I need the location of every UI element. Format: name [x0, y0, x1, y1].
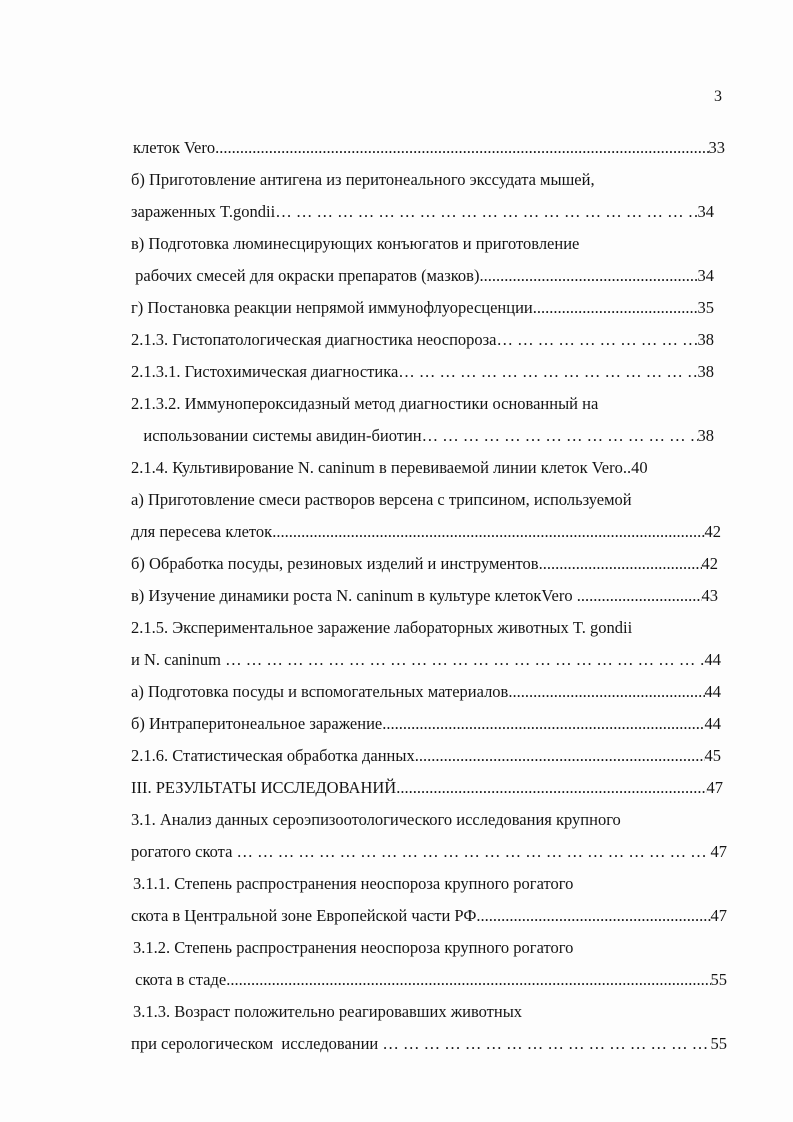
- toc-entry: [131, 554, 718, 574]
- toc-entry-title: б) Интраперитонеальное заражение: [131, 714, 383, 733]
- toc-entry-title: а) Приготовление смеси растворов версена с трипсином, используемой: [131, 490, 632, 509]
- toc-entry-page: 42: [704, 522, 721, 541]
- toc-entry: [131, 810, 621, 830]
- toc-entry-page: 44: [704, 682, 721, 701]
- toc-entry-page: 47: [710, 906, 727, 925]
- toc-entry-title: 3.1.3. Возраст положительно реагировавших животных: [133, 1002, 523, 1021]
- toc-entry-title: III. РЕЗУЛЬТАТЫ ИССЛЕДОВАНИЙ: [131, 778, 397, 797]
- toc-entry: [131, 170, 595, 190]
- toc-entry-page: 45: [704, 746, 721, 765]
- toc-entry-page: 44: [704, 650, 721, 669]
- toc-entry-title: б) Приготовление антигена из перитонеального экссудата мышей,: [131, 170, 595, 189]
- toc-entry-title: рабочих смесей для окраски препаратов (мазков): [131, 266, 480, 285]
- toc-entry-title: 2.1.5. Экспериментальное заражение лабораторных животных T. gondii: [131, 618, 633, 637]
- toc-entry: [131, 714, 721, 734]
- toc-leader: [215, 138, 708, 158]
- toc-entry-title: в) Подготовка люминесцирующих конъюгатов и приготовление: [131, 234, 580, 253]
- toc-entry-page: 42: [701, 554, 718, 573]
- toc-leader: [415, 746, 705, 766]
- toc-leader: [226, 970, 710, 990]
- toc-entry: [131, 202, 714, 222]
- toc-entry: [131, 362, 714, 382]
- toc-entry: [131, 618, 632, 638]
- toc-entry-title: зараженных T.gondii: [131, 202, 276, 221]
- toc-entry: [131, 234, 579, 254]
- toc-entry-page: 34: [697, 202, 714, 221]
- toc-leader: [272, 522, 704, 542]
- toc-entry: [131, 522, 721, 542]
- toc-entry: [131, 746, 721, 766]
- toc-entry-title: клеток Vero: [133, 138, 216, 157]
- toc-entry: [133, 938, 573, 958]
- toc-leader: [479, 266, 697, 286]
- toc-entry-page: 38: [697, 426, 714, 445]
- toc-entry-title: при серологическом исследовании: [131, 1034, 383, 1053]
- toc-entry-title: скота в стаде: [131, 970, 227, 989]
- toc-entry: [131, 778, 723, 798]
- toc-entry-page: 47: [710, 842, 727, 861]
- toc-entry-title: и N. caninum: [131, 650, 226, 669]
- toc-entry: [131, 458, 648, 478]
- toc-entry: [133, 1002, 522, 1022]
- toc-entry-page: 38: [697, 330, 714, 349]
- toc-entry-title: 3.1. Анализ данных сероэпизоотологического исследования крупного: [131, 810, 621, 829]
- toc-entry-title: 3.1.2. Степень распространения неоспороза крупного рогатого: [133, 938, 574, 957]
- toc-entry: [131, 330, 714, 350]
- toc-entry-page: 35: [697, 298, 714, 317]
- toc-entry-page: 34: [697, 266, 714, 285]
- toc-leader: [382, 714, 704, 734]
- toc-leader: [396, 778, 706, 798]
- toc-entry: [133, 138, 725, 158]
- toc-leader: [533, 298, 698, 318]
- toc-entry: [131, 426, 714, 446]
- toc-entry-title: скота в Центральной зоне Европейской части РФ: [131, 906, 477, 925]
- toc-entry: [131, 906, 727, 926]
- toc-entry-title: 2.1.3.1. Гистохимическая диагностика: [131, 362, 399, 381]
- toc-leader: [476, 906, 710, 926]
- toc-entry-title: 2.1.3.2. Иммунопероксидазный метод диагностики основанный на: [131, 394, 599, 413]
- toc-entry-title: г) Постановка реакции непрямой иммунофлуоресценции: [131, 298, 533, 317]
- page-number: 3: [714, 88, 722, 105]
- toc-entry: [131, 650, 721, 670]
- toc-entry-title: 2.1.6. Статистическая обработка данных: [131, 746, 415, 765]
- toc-leader: [497, 330, 698, 350]
- toc-leader: [577, 586, 702, 606]
- toc-entry-title: использовании системы авидин-биотин: [131, 426, 422, 445]
- toc-entry-page: 33: [708, 138, 725, 157]
- toc-entry: [131, 298, 714, 318]
- toc-entry-page: 55: [710, 1034, 727, 1053]
- toc-entry-page: 47: [706, 778, 723, 797]
- toc-entry-title: 2.1.4. Культивирование N. caninum в перевиваемой линии клеток Vero..: [131, 458, 632, 477]
- toc-entry: [131, 1034, 727, 1054]
- toc-leader: [382, 1034, 710, 1054]
- toc-leader: [422, 426, 698, 446]
- toc-entry: [131, 394, 598, 414]
- toc-entry: [133, 874, 573, 894]
- toc-entry: [131, 682, 721, 702]
- toc-entry-title: в) Изучение динамики роста N. caninum в культуре клетокVero: [131, 586, 577, 605]
- toc-leader: [539, 554, 702, 574]
- toc-entry-title: рогатого скота: [131, 842, 237, 861]
- toc-entry: [131, 266, 714, 286]
- toc-leader: [398, 362, 697, 382]
- toc-entry-page: 55: [710, 970, 727, 989]
- toc-entry: [131, 490, 632, 510]
- toc-entry-title: б) Обработка посуды, резиновых изделий и инструментов: [131, 554, 539, 573]
- toc-entry-title: 2.1.3. Гистопатологическая диагностика неоспороза: [131, 330, 497, 349]
- toc-entry: [131, 586, 718, 606]
- toc-entry-page: 44: [704, 714, 721, 733]
- toc-leader: [275, 202, 697, 222]
- toc-entry-page: 40: [631, 458, 648, 477]
- toc-entry-page: 43: [701, 586, 718, 605]
- toc-entry-title: а) Подготовка посуды и вспомогательных материалов: [131, 682, 509, 701]
- toc-entry-title: 3.1.1. Степень распространения неоспороза крупного рогатого: [133, 874, 574, 893]
- toc-entry-title: для пересева клеток: [131, 522, 273, 541]
- toc-entry-page: 38: [697, 362, 714, 381]
- toc-entry: [131, 970, 727, 990]
- toc-leader: [508, 682, 704, 702]
- toc-leader: [237, 842, 711, 862]
- toc-leader: [225, 650, 704, 670]
- toc-entry: [131, 842, 727, 862]
